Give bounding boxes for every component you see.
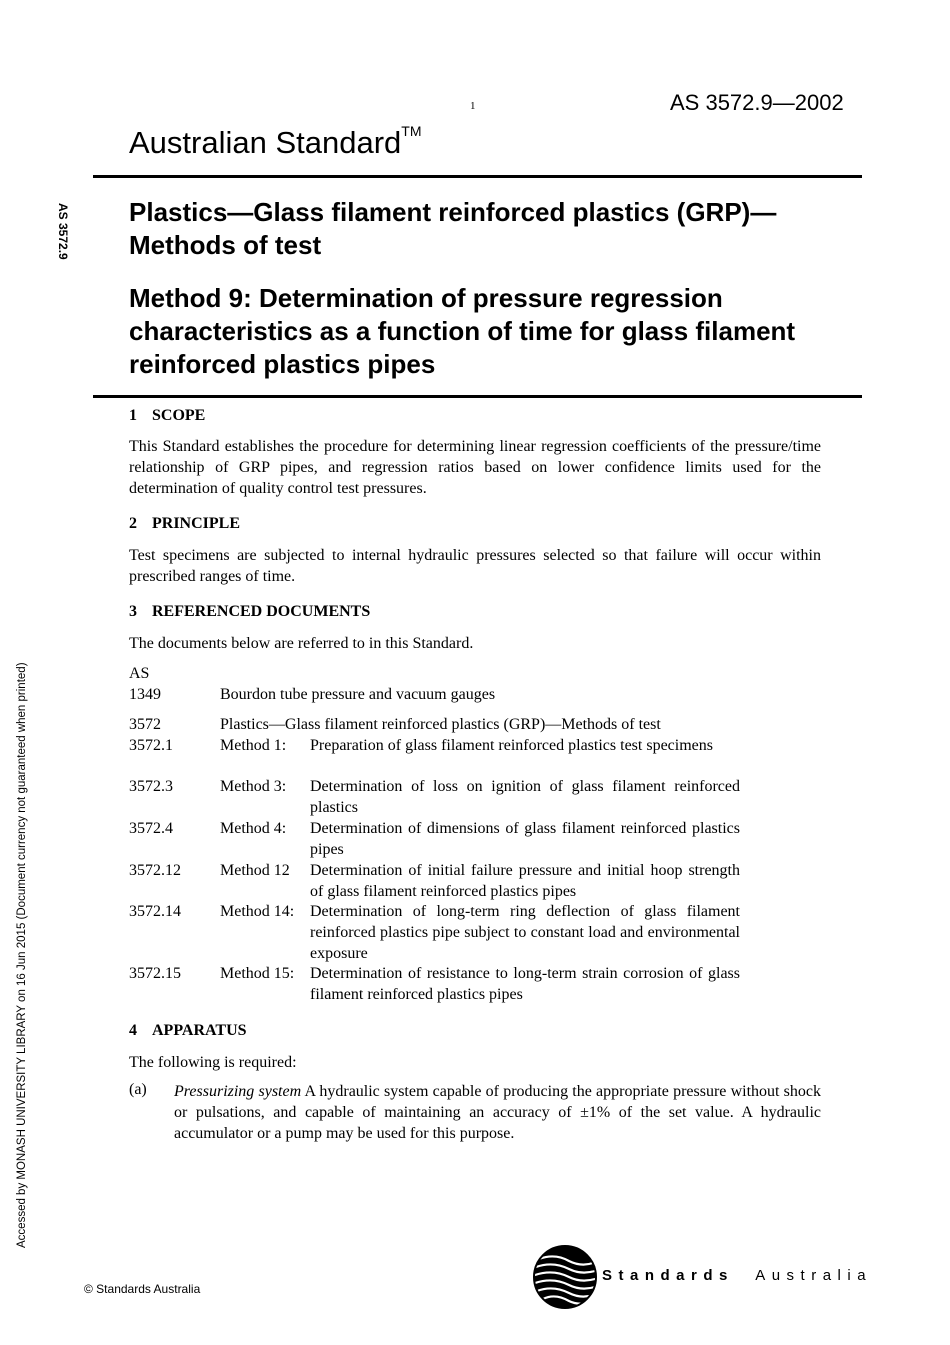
document-title: Plastics—Glass filament reinforced plastics (GRP)—Methods of test — [129, 197, 777, 260]
section-body-principle: Test specimens are subjected to internal hydraulic pressures selected so that failure will occur within prescribed ranges of time. — [129, 547, 821, 585]
reference-title: Determination of long-term ring deflection of glass filament reinforced plastics pipe subject to constant load and environmental exposure — [310, 903, 740, 962]
section-body-apparatus: The following is required: — [129, 1054, 297, 1071]
reference-method: Method 14: — [220, 903, 295, 920]
reference-title: Bourdon tube pressure and vacuum gauges — [220, 686, 496, 703]
reference-method: Method 12 — [220, 862, 290, 879]
reference-code: 3572.15 — [129, 965, 181, 982]
reference-code: 3572 — [129, 716, 161, 733]
section-heading-apparatus: 4 APPARATUS — [129, 1022, 247, 1039]
brand-text: Australian Standard — [129, 125, 402, 160]
standards-australia-wordmark — [602, 1267, 872, 1284]
reference-title: Determination of resistance to long-term strain corrosion of glass filament reinforced plastics pipes — [310, 965, 740, 1003]
reference-title: Determination of dimensions of glass filament reinforced plastics pipes — [310, 820, 740, 858]
reference-method: Method 3: — [220, 778, 287, 795]
standards-australia-logo-icon — [533, 1245, 597, 1309]
reference-code: 3572.14 — [129, 903, 181, 920]
section-heading-scope: 1 SCOPE — [129, 407, 206, 424]
list-item-label: (a) — [129, 1081, 147, 1098]
document-code: AS 3572.9—2002 — [670, 90, 844, 115]
reference-title: Determination of initial failure pressure and initial hoop strength of glass filament reinforced plastics pipes — [310, 862, 740, 900]
top-rule — [93, 175, 862, 178]
section-heading-principle: 2 PRINCIPLE — [129, 515, 241, 532]
method-title: Method 9: Determination of pressure regression characteristics as a function of time for glass filament reinforced plastics pipes — [129, 283, 796, 379]
title-bottom-rule — [93, 395, 862, 398]
section-body-scope: This Standard establishes the procedure for determining linear regression coefficients of the pressure/time relationship of GRP pipes, and regression ratios based on lower confidence limits used for the determination of quality control test pressures. — [129, 438, 821, 497]
reference-method: Method 15: — [220, 965, 295, 982]
wordmark-standards: Standards — [602, 1267, 734, 1284]
access-notice: Accessed by MONASH UNIVERSITY LIBRARY on 16 Jun 2015 (Document currency not guaranteed when printed) — [16, 662, 28, 1248]
reference-code: 3572.3 — [129, 778, 173, 795]
standard-brand-title — [129, 125, 422, 161]
reference-title: Preparation of glass filament reinforced plastics test specimens — [310, 737, 713, 754]
wordmark-australia: Australia — [755, 1267, 873, 1284]
section-heading-referenced-documents: 3 REFERENCED DOCUMENTS — [129, 603, 371, 620]
reference-prefix: AS — [129, 665, 150, 682]
copyright-notice: © Standards Australia — [84, 1282, 201, 1296]
trademark-mark: TM — [401, 123, 422, 139]
reference-code: 3572.4 — [129, 820, 173, 837]
reference-title: Determination of loss on ignition of glass filament reinforced plastics — [310, 778, 740, 816]
list-item-description: A hydraulic system capable of producing the appropriate pressure without shock or pulsations, and capable of maintaining an accuracy of ±1% of the set value. A hydraulic accumulator or a pump may be used for this purpose. — [174, 1083, 822, 1142]
page-number: 1 — [470, 100, 476, 112]
reference-code: 3572.1 — [129, 737, 173, 754]
section-body-referenced-documents: The documents below are referred to in this Standard. — [129, 635, 474, 652]
reference-code: 1349 — [129, 686, 161, 703]
reference-method: Method 1: — [220, 737, 287, 754]
list-item-text — [174, 1081, 821, 1144]
list-item-term: Pressurizing system — [174, 1083, 302, 1100]
reference-title: Plastics—Glass filament reinforced plastics (GRP)—Methods of test — [220, 716, 661, 733]
reference-code: 3572.12 — [129, 862, 181, 879]
reference-method: Method 4: — [220, 820, 287, 837]
side-document-code: AS 3572.9 — [56, 203, 70, 260]
